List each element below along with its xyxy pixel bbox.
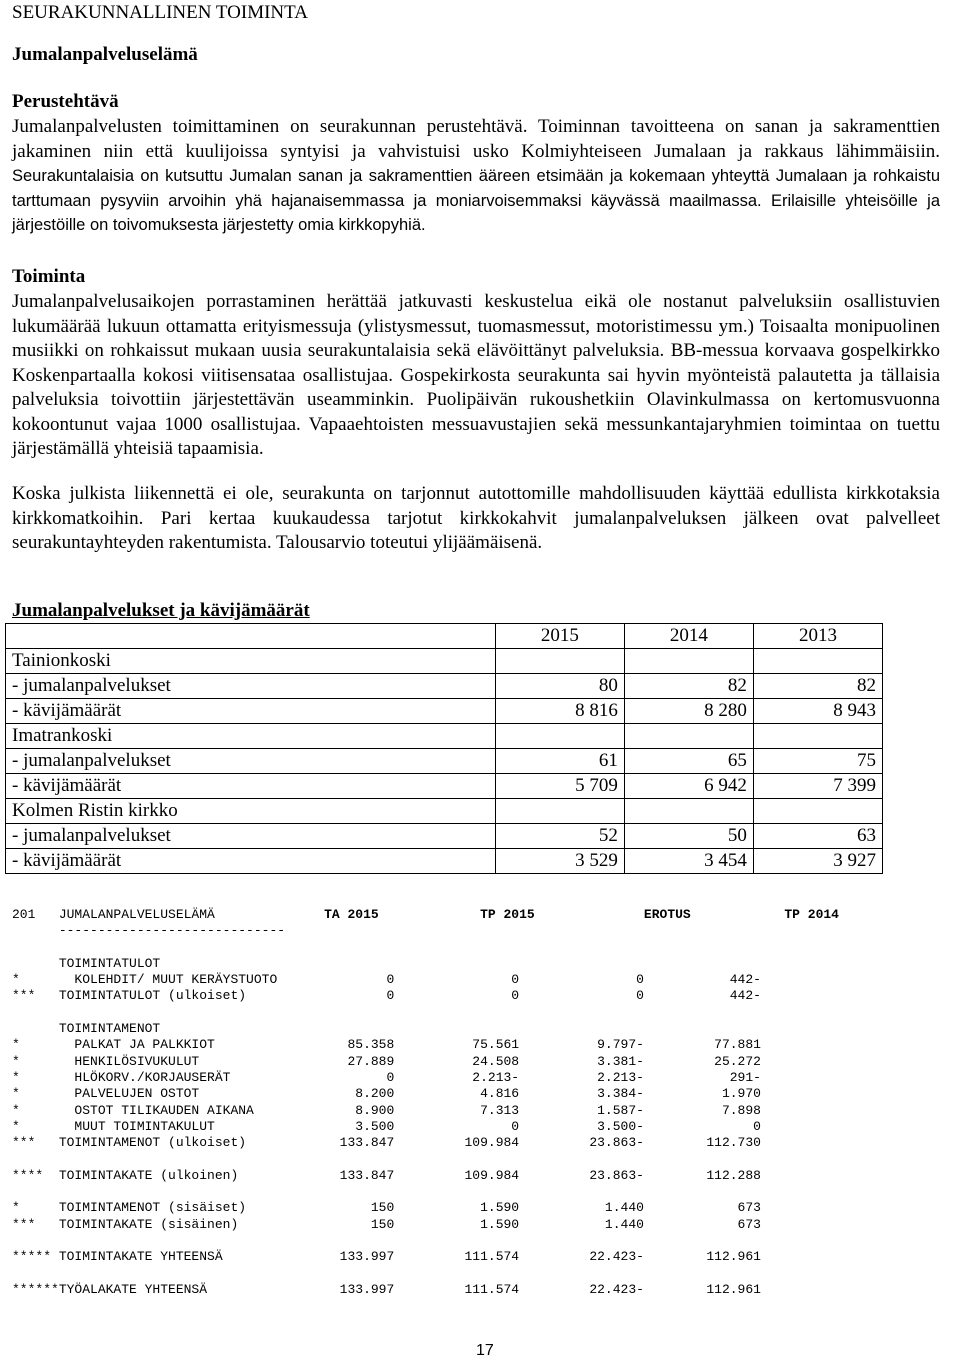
budget-mark (12, 1266, 59, 1281)
budget-mark (12, 1184, 59, 1199)
table-cell: 61 (495, 749, 624, 774)
budget-value: 0 (394, 972, 520, 988)
budget-value (644, 1266, 761, 1281)
budget-mark (12, 956, 59, 971)
budget-value: 3.381- (519, 1053, 644, 1069)
budget-value: 0 (285, 988, 395, 1004)
table-cell (495, 649, 624, 674)
table-cell: 80 (495, 674, 624, 699)
budget-line (12, 1135, 839, 1151)
budget-mark: * (12, 1102, 59, 1118)
budget-mark (12, 1151, 59, 1166)
toiminta-heading: Toiminta (12, 266, 86, 287)
budget-value (285, 1266, 394, 1281)
table-row-label: - jumalanpalvelukset (6, 749, 496, 774)
budget-value: 23.863- (519, 1135, 644, 1151)
budget-line (12, 1086, 839, 1102)
budget-value: 133.997 (285, 1249, 395, 1265)
table-row-label: - kävijämäärät (6, 774, 496, 799)
table-year-header: 2014 (624, 624, 753, 649)
budget-line (12, 1168, 839, 1184)
budget-value: 3.384- (519, 1086, 644, 1102)
table-row (6, 774, 883, 799)
budget-label: TOIMINTAMENOT (58, 1021, 286, 1037)
table-cell: 3 529 (495, 849, 624, 874)
budget-line (12, 1054, 839, 1070)
budget-block (12, 907, 839, 1298)
budget-label: PALVELUJEN OSTOT (58, 1086, 286, 1102)
subsection-heading: Perustehtävä (12, 91, 119, 112)
budget-label: HENKILÖSIVUKULUT (58, 1053, 286, 1069)
table-cell: 82 (753, 674, 882, 699)
budget-line (12, 1151, 839, 1167)
budget-underline-line (12, 923, 839, 939)
budget-line (12, 1070, 839, 1086)
budget-value: 0 (285, 1069, 395, 1085)
budget-title: JUMALANPALVELUSELÄMÄ (58, 907, 325, 922)
budget-value: 4.816 (394, 1086, 520, 1102)
table-cell: 52 (495, 824, 624, 849)
budget-value (519, 1266, 644, 1281)
budget-value: 111.574 (394, 1281, 520, 1297)
budget-label (59, 1233, 285, 1248)
budget-label: TOIMINTAMENOT (sisäiset) (58, 1200, 286, 1216)
table-cell (753, 799, 882, 824)
table-cell: 50 (624, 824, 753, 849)
table-cell (495, 724, 624, 749)
budget-value: 85.358 (285, 1037, 395, 1053)
budget-mark: * (12, 1086, 59, 1102)
budget-value (644, 1184, 761, 1199)
budget-value (285, 1151, 394, 1166)
budget-label (59, 1005, 285, 1020)
budget-value: 8.200 (285, 1086, 395, 1102)
budget-label: KOLEHDIT/ MUUT KERÄYSTUOTO (58, 972, 286, 988)
budget-label (59, 1266, 285, 1281)
table-row (6, 824, 883, 849)
budget-value: 133.847 (285, 1167, 395, 1183)
budget-label: TOIMINTATULOT (ulkoiset) (58, 988, 286, 1004)
table-row (6, 724, 883, 749)
table-cell: 65 (624, 749, 753, 774)
budget-value (519, 1184, 644, 1199)
budget-value (394, 1151, 519, 1166)
budget-mark (12, 1021, 59, 1036)
budget-value: 77.881 (643, 1037, 761, 1053)
budget-value: 22.423- (519, 1249, 644, 1265)
budget-value: 24.508 (394, 1053, 520, 1069)
budget-value: 112.961 (643, 1249, 761, 1265)
budget-label: TOIMINTAKATE (sisäinen) (58, 1216, 286, 1232)
budget-value (644, 1021, 761, 1036)
table-cell: 8 280 (624, 699, 753, 724)
budget-header-line (12, 907, 839, 923)
budget-value: 0 (519, 972, 644, 988)
budget-mark: * (12, 1118, 59, 1134)
table-row-label: Kolmen Ristin kirkko (6, 799, 496, 824)
budget-mark: *** (12, 1216, 59, 1232)
budget-mark: *** (12, 1135, 59, 1151)
budget-underline: ----------------------------- (58, 923, 286, 939)
budget-value (394, 940, 519, 955)
table-cell: 3 454 (624, 849, 753, 874)
budget-value: 442- (643, 972, 761, 988)
budget-value (519, 1021, 644, 1036)
table-cell (753, 724, 882, 749)
budget-value: 112.288 (643, 1167, 761, 1183)
budget-value: 3.500 (285, 1118, 395, 1134)
budget-value (394, 1184, 519, 1199)
budget-value: 75.561 (394, 1037, 520, 1053)
budget-value: 3.500- (519, 1118, 644, 1134)
budget-line (12, 972, 839, 988)
table-cell: 8 943 (753, 699, 882, 724)
budget-label: MUUT TOIMINTAKULUT (58, 1118, 286, 1134)
budget-value (644, 1005, 761, 1020)
table-row (6, 849, 883, 874)
budget-value: 111.574 (394, 1249, 520, 1265)
table-cell: 75 (753, 749, 882, 774)
table-cell: 63 (753, 824, 882, 849)
budget-value: 112.730 (643, 1135, 761, 1151)
budget-col-header: EROTUS (643, 907, 785, 922)
budget-value: 27.889 (285, 1053, 395, 1069)
budget-value (644, 940, 761, 955)
table-year-header: 2015 (495, 624, 624, 649)
budget-mark (12, 1005, 59, 1020)
budget-value (394, 1233, 519, 1248)
budget-value: 0 (643, 1118, 761, 1134)
budget-value: 1.590 (394, 1200, 520, 1216)
budget-value (519, 956, 644, 971)
budget-value: 673 (643, 1216, 761, 1232)
perustehtava-text-sans: Seurakuntalaisia on kutsuttu Jumalan sanan ja sakramenttien ääreen etsimään ja kokemaan yhteyttä Jumalaan ja rohkaistu tarttumaan pysyviin arvoihin yhä hajanaisemmassa ja moniarvoisemmaksi käyvässä maailmassa. Erilaisille yhteisöille ja järjestöille on toivomuksesta järjestetty omia kirkkopyhiä. (12, 167, 940, 234)
budget-label (59, 1151, 285, 1166)
budget-line (12, 1103, 839, 1119)
budget-value: 1.440 (519, 1216, 644, 1232)
budget-value (285, 1021, 394, 1036)
budget-value (644, 1233, 761, 1248)
table-row-label: - kävijämäärät (6, 699, 496, 724)
budget-value: 1.970 (643, 1086, 761, 1102)
budget-line (12, 1119, 839, 1135)
budget-value: 7.313 (394, 1102, 520, 1118)
budget-value: 25.272 (643, 1053, 761, 1069)
budget-value: 7.898 (643, 1102, 761, 1118)
budget-value (285, 940, 394, 955)
budget-label: TOIMINTATULOT (58, 955, 286, 971)
budget-value (285, 1184, 394, 1199)
table-year-header: 2013 (753, 624, 882, 649)
budget-line (12, 1005, 839, 1021)
budget-value: 9.797- (519, 1037, 644, 1053)
table-cell (624, 724, 753, 749)
perustehtava-text-serif: Jumalanpalvelusten toimittaminen on seurakunnan perustehtävä. Toiminnan tavoitteena on sanan ja sakramenttien jakaminen niin että kuulijoissa syntyisi ja vahvistuisi usko Kolmiyhteiseen Jumalaan ja rakkaus lähimmäisiin. (12, 116, 940, 162)
budget-value: 1.590 (394, 1216, 520, 1232)
table-cell (624, 799, 753, 824)
page-number: 17 (476, 1342, 494, 1359)
budget-value (519, 1233, 644, 1248)
budget-value (644, 1151, 761, 1166)
table-cell: 6 942 (624, 774, 753, 799)
budget-mark: * (12, 1200, 59, 1216)
budget-line (12, 1282, 839, 1298)
table-cell: 8 816 (495, 699, 624, 724)
budget-line (12, 1200, 839, 1216)
budget-mark: * (12, 972, 59, 988)
table-row (6, 649, 883, 674)
budget-label: TYÖALAKATE YHTEENSÄ (58, 1281, 286, 1297)
budget-col-header: TP 2015 (480, 907, 644, 922)
budget-value (519, 940, 644, 955)
budget-label (59, 1184, 285, 1199)
budget-value: 1.587- (519, 1102, 644, 1118)
budget-value (519, 1151, 644, 1166)
budget-value: 22.423- (519, 1281, 644, 1297)
budget-mark: * (12, 1069, 59, 1085)
section-heading: Jumalanpalveluselämä (12, 44, 198, 65)
table-row (6, 799, 883, 824)
budget-line (12, 1233, 839, 1249)
budget-label: TOIMINTAKATE YHTEENSÄ (58, 1249, 286, 1265)
budget-value (285, 1233, 394, 1248)
table-cell: 82 (624, 674, 753, 699)
budget-value: 2.213- (394, 1069, 520, 1085)
budget-line (12, 1217, 839, 1233)
budget-line (12, 988, 839, 1004)
budget-line (12, 1184, 839, 1200)
budget-value: 2.213- (519, 1069, 644, 1085)
budget-mark: **** (12, 1167, 59, 1183)
budget-code: 201 (12, 907, 59, 922)
budget-mark: * (12, 1037, 59, 1053)
table-row-label: - jumalanpalvelukset (6, 824, 496, 849)
budget-mark: ****** (12, 1281, 59, 1297)
budget-value (519, 1005, 644, 1020)
budget-value (394, 1266, 519, 1281)
budget-mark (12, 940, 59, 955)
budget-value (394, 1005, 519, 1020)
table-cell (495, 799, 624, 824)
table-row-label: - jumalanpalvelukset (6, 674, 496, 699)
table-cell: 3 927 (753, 849, 882, 874)
budget-line (12, 956, 839, 972)
table-cell (624, 649, 753, 674)
budget-value: 109.984 (394, 1167, 520, 1183)
attendance-table (5, 623, 883, 874)
budget-value (285, 1005, 394, 1020)
table-cell: 7 399 (753, 774, 882, 799)
table-row-label: Imatrankoski (6, 724, 496, 749)
budget-value: 0 (394, 1118, 520, 1134)
budget-value (285, 956, 394, 971)
table-row-label: - kävijämäärät (6, 849, 496, 874)
budget-line (12, 1249, 839, 1265)
table-header-blank (6, 624, 496, 649)
budget-line (12, 940, 839, 956)
table-row (6, 749, 883, 774)
budget-label: OSTOT TILIKAUDEN AIKANA (58, 1102, 286, 1118)
table-header-row (6, 624, 883, 649)
budget-value: 112.961 (643, 1281, 761, 1297)
budget-label: PALKAT JA PALKKIOT (58, 1037, 286, 1053)
budget-mark (12, 1233, 59, 1248)
budget-value: 0 (394, 988, 520, 1004)
toiminta-paragraph-2: Koska julkista liikennettä ei ole, seurakunta on tarjonnut autottomille mahdollisuuden käyttää edullista kirkkotaksia kirkkomatkoihin. Pari kertaa kuukaudessa tarjotut kirkkokahvit jumalanpalveluksen jälkeen ovat palvelleet seurakuntayhteyden rakentumista. Talousarvio toteutui ylijäämäisenä. (12, 483, 940, 553)
budget-value: 673 (643, 1200, 761, 1216)
budget-line (12, 1266, 839, 1282)
budget-mark: * (12, 1053, 59, 1069)
budget-value: 1.440 (519, 1200, 644, 1216)
page-title: SEURAKUNNALLINEN TOIMINTA (12, 2, 308, 23)
budget-value: 442- (643, 988, 761, 1004)
budget-value: 150 (285, 1216, 395, 1232)
budget-value (644, 956, 761, 971)
budget-value: 0 (519, 988, 644, 1004)
budget-label (59, 940, 285, 955)
table-row (6, 699, 883, 724)
budget-value (394, 1021, 519, 1036)
attendance-table-title: Jumalanpalvelukset ja kävijämäärät (12, 600, 310, 621)
budget-mark: ***** (12, 1249, 59, 1265)
budget-line (12, 1037, 839, 1053)
budget-value: 23.863- (519, 1167, 644, 1183)
budget-label: TOIMINTAMENOT (ulkoiset) (58, 1135, 286, 1151)
perustehtava-paragraph (12, 115, 940, 238)
table-cell (753, 649, 882, 674)
budget-value: 133.997 (285, 1281, 395, 1297)
budget-col-header: TP 2014 (784, 907, 839, 922)
toiminta-paragraph-1: Jumalanpalvelusaikojen porrastaminen herättää jatkuvasti keskustelua eikä ole nostanut palveluksiin osallistuvien lukumäärää lukuun ottamatta erityismessuja (ylistysmessut, tuomasmessut, motoristimessu ym.) Toisaalta monipuolinen musiikki on rohkaissut mukaan uusia seurakuntalaisia sekä elävöittänyt palveluksia. BB-messua korvaava gospelkirkko Koskenpartaalla kokosi viitisensataa osallistujaa. Gospekirkosta seurakunta sai hyvin myönteistä palautetta ja tällaisia palveluksia toivottiin järjestettävän useamminkin. Puolipäivän rukoushetkiin Olavinkulmassa on kertomusvuonna kokoontunut vajaa 1000 osallistujaa. Vapaaehtoisten messuavustajien sekä messunkantajaryhmien toimintaa on tuettu järjestämällä yhteisiä tapaamisia. (12, 291, 940, 459)
table-row (6, 674, 883, 699)
budget-label: HLÖKORV./KORJAUSERÄT (58, 1069, 286, 1085)
budget-col-header: TA 2015 (324, 907, 481, 922)
budget-value: 150 (285, 1200, 395, 1216)
budget-value: 291- (643, 1069, 761, 1085)
budget-value: 109.984 (394, 1135, 520, 1151)
budget-value: 0 (285, 972, 395, 988)
budget-value: 133.847 (285, 1135, 395, 1151)
budget-label: TOIMINTAKATE (ulkoinen) (58, 1167, 286, 1183)
budget-mark: *** (12, 988, 59, 1004)
table-row-label: Tainionkoski (6, 649, 496, 674)
budget-value (394, 956, 519, 971)
budget-value: 8.900 (285, 1102, 395, 1118)
table-cell: 5 709 (495, 774, 624, 799)
budget-line (12, 1021, 839, 1037)
